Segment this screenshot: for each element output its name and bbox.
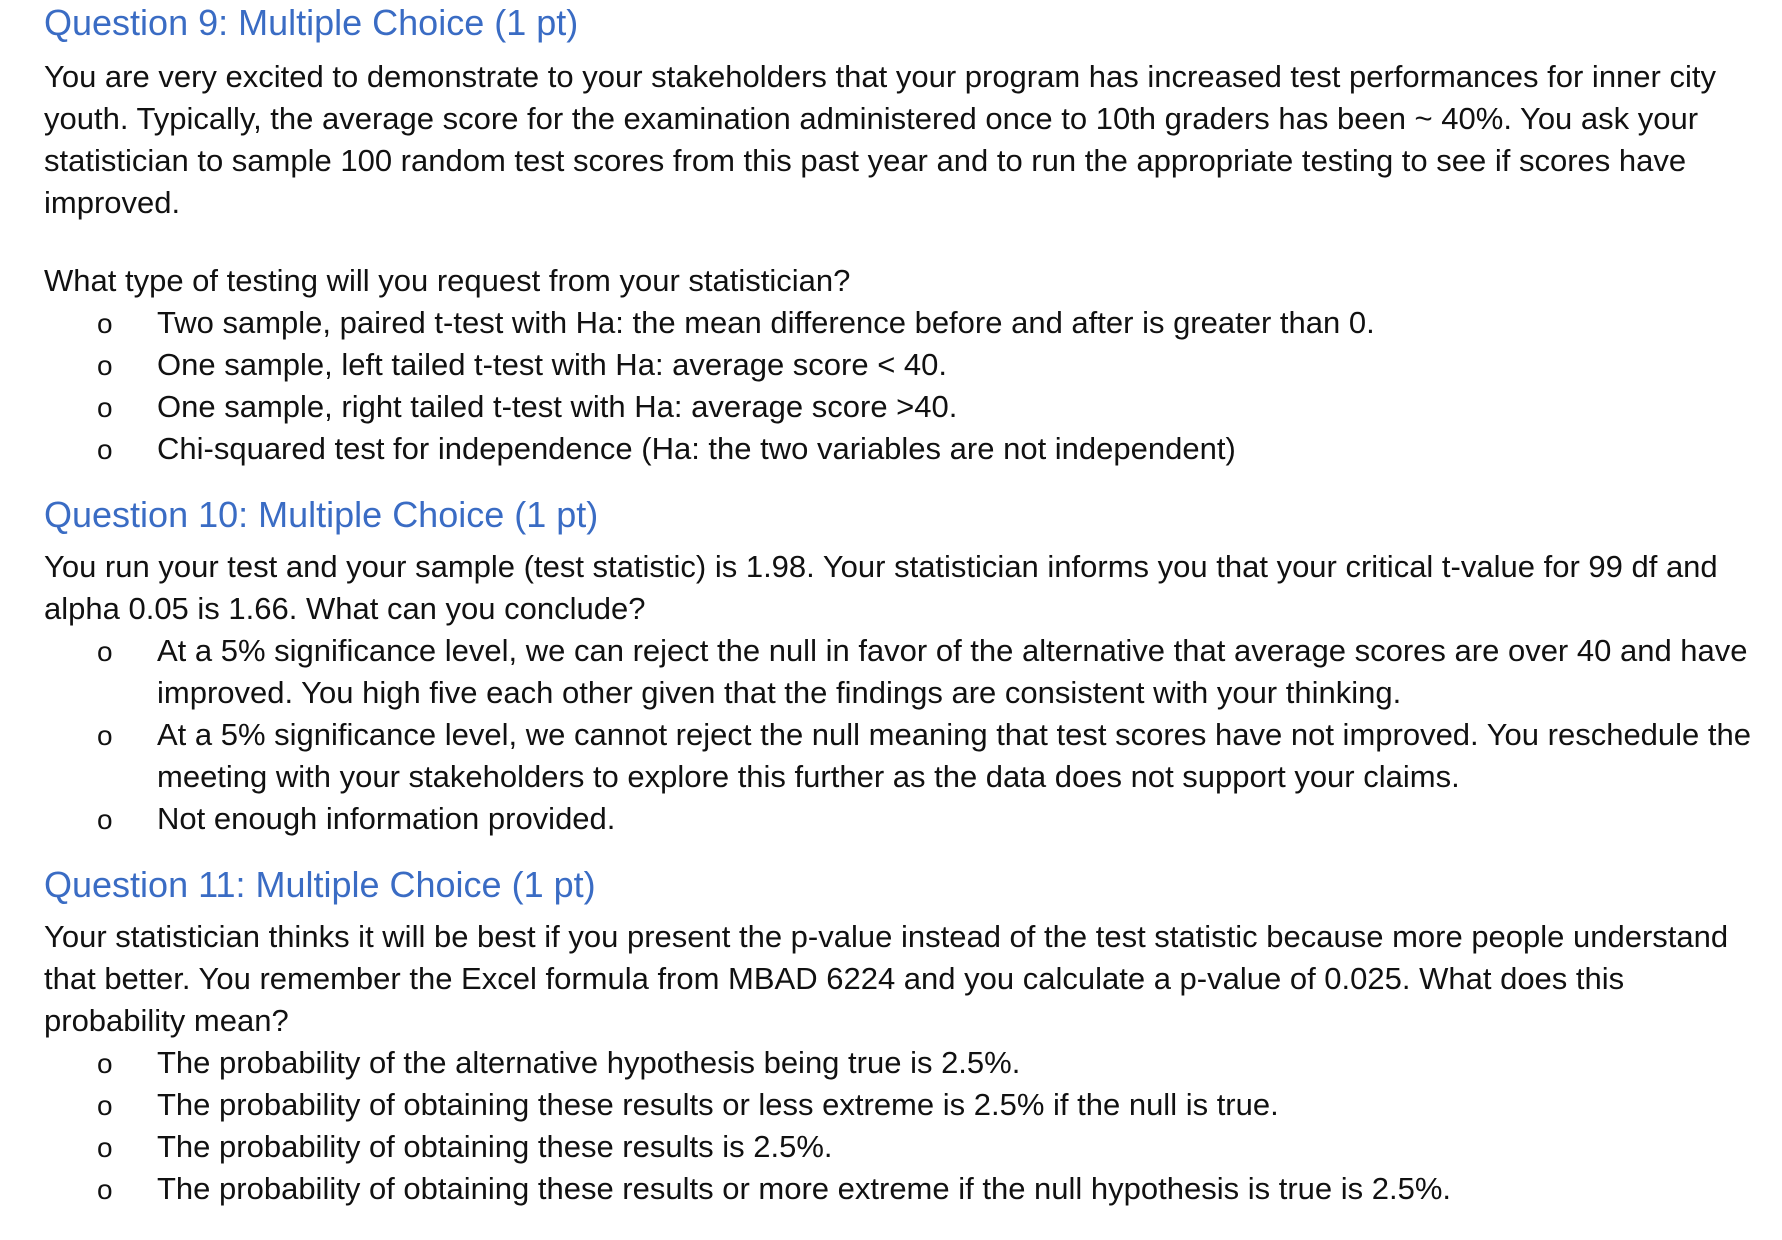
option-text: One sample, right tailed t-test with Ha: average score >40. (157, 389, 958, 424)
radio-bullet-icon[interactable]: o (97, 1174, 113, 1205)
question-11-option-1[interactable] (44, 1042, 1757, 1084)
radio-bullet-icon[interactable]: o (97, 308, 113, 339)
question-11 (44, 864, 1782, 1210)
question-10-option-1[interactable] (44, 630, 1757, 714)
question-9-option-3[interactable] (44, 386, 1757, 428)
question-11-option-4[interactable] (44, 1168, 1757, 1210)
radio-bullet-icon[interactable]: o (97, 434, 113, 465)
question-10 (44, 494, 1782, 840)
question-9 (44, 0, 1782, 470)
option-text: One sample, left tailed t-test with Ha: average score < 40. (157, 347, 948, 382)
question-9-prompt: What type of testing will you request from your statistician? (44, 263, 851, 298)
option-text: Chi-squared test for independence (Ha: the two variables are not independent) (157, 431, 1236, 466)
radio-bullet-icon[interactable]: o (97, 804, 113, 835)
option-text: Not enough information provided. (157, 801, 616, 836)
question-10-option-2[interactable] (44, 714, 1757, 798)
question-9-option-1[interactable] (44, 302, 1757, 344)
question-10-scenario: You run your test and your sample (test statistic) is 1.98. Your statistician informs you that your critical t-value for 99 df and alpha 0.05 is 1.66. What can you conclude? (44, 549, 1718, 626)
option-text: Two sample, paired t-test with Ha: the mean difference before and after is greater than 0. (157, 305, 1375, 340)
radio-bullet-icon[interactable]: o (97, 1048, 113, 1079)
option-text: The probability of obtaining these results or more extreme if the null hypothesis is true is 2.5%. (157, 1171, 1452, 1206)
option-text: At a 5% significance level, we can reject the null in favor of the alternative that average scores are over 40 and have improved. You high five each other given that the findings are consistent with your thinking. (157, 633, 1748, 710)
option-text: The probability of obtaining these results or less extreme is 2.5% if the null is true. (157, 1087, 1279, 1122)
option-text: The probability of obtaining these results is 2.5%. (157, 1129, 833, 1164)
question-9-title: Question 9: Multiple Choice (1 pt) (44, 2, 579, 43)
question-11-option-2[interactable] (44, 1084, 1757, 1126)
radio-bullet-icon[interactable]: o (97, 636, 113, 667)
question-9-scenario: You are very excited to demonstrate to your stakeholders that your program has increased test performances for inner city youth. Typically, the average score for the examination administered once to 10th graders has been ~ 40%. You ask your statistician to sample 100 random test scores from this past year and to run the appropriate testing to see if scores have improved. (44, 59, 1716, 220)
question-10-option-3[interactable] (44, 798, 1757, 840)
question-10-options (44, 630, 1782, 840)
question-9-option-4[interactable] (44, 428, 1757, 470)
radio-bullet-icon[interactable]: o (97, 350, 113, 381)
question-11-option-3[interactable] (44, 1126, 1757, 1168)
option-text: At a 5% significance level, we cannot reject the null meaning that test scores have not improved. You reschedule the meeting with your stakeholders to explore this further as the data does not support your claims. (157, 717, 1752, 794)
radio-bullet-icon[interactable]: o (97, 1132, 113, 1163)
question-9-option-2[interactable] (44, 344, 1757, 386)
question-9-options (44, 302, 1782, 470)
radio-bullet-icon[interactable]: o (97, 720, 113, 751)
question-11-options (44, 1042, 1782, 1210)
radio-bullet-icon[interactable]: o (97, 392, 113, 423)
question-11-scenario: Your statistician thinks it will be best if you present the p-value instead of the test statistic because more people understand that better. You remember the Excel formula from MBAD 6224 and you calculate a p-value of 0.025. What does this probability mean? (44, 919, 1729, 1038)
question-11-title: Question 11: Multiple Choice (1 pt) (44, 864, 596, 905)
question-10-title: Question 10: Multiple Choice (1 pt) (44, 494, 599, 535)
radio-bullet-icon[interactable]: o (97, 1090, 113, 1121)
option-text: The probability of the alternative hypothesis being true is 2.5%. (157, 1045, 1021, 1080)
